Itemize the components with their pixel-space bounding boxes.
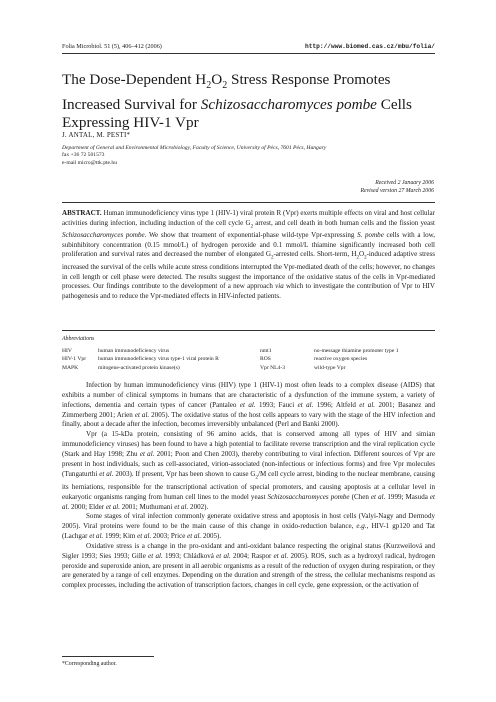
abbreviation-definition: mitogene-activated protein kinase(s) xyxy=(98,364,180,371)
abbreviation-term: Vpr NL4-3 xyxy=(260,364,286,371)
abbreviation-row xyxy=(62,355,219,363)
abbreviation-row xyxy=(62,364,219,372)
body-text xyxy=(62,381,435,591)
affiliation xyxy=(62,145,326,167)
received-dates xyxy=(360,180,434,195)
abstract-text: Human immunodeficiency virus type 1 (HIV-1) viral protein R (Vpr) exerts multiple effects on viral and host cellular activities during infection, including induction of the cell cycle $G_2$ arrest, and cell death in both human cells and the fission yeast Schizosaccharomyces pombe. We show that treament of exponential-phase wild-type Vpr-expressing S. pombe cells with a low, subinhibitory concentration (0.15 mmol/L) of hydrogen peroxide and 0.1 mmol/L thiamine significantly increased both cell proliferation and survival rates and decreased the number of elongated $G_2$-arrested cells. Short-term, $H_2O_2$-induced adaptive stress increased the survival of the cells while acute stress conditions interrupted the Vpr-mediated death of the cells; however, no changes in cell length or cell phase were detected. The results suggest the importance of the oxidative status of the cells in Vpr-mediated processes. Our findings contribute to the development of a new approach via which to investigate the contribution of Vpr to HIV pathogenesis and to reduce the Vpr-mediated effects in HIV-infected patients. xyxy=(62,209,436,300)
abbreviation-definition: human immunodeficiency virus type-1 viral protein R xyxy=(98,356,219,363)
abbreviation-term: ROS xyxy=(260,356,271,363)
journal-url: http://www.biomed.cas.cz/mbu/folia/ xyxy=(305,43,435,50)
title-line-3: Expressing HIV-1 Vpr xyxy=(62,114,199,132)
header-rule xyxy=(62,53,435,54)
abbreviation-row xyxy=(260,347,399,355)
body-paragraph-3: Some stages of viral infection commonly generate oxidative stress and apoptosis in host cells (Valyi-Nagy and Dermody 2005). Viral proteins were found to be the main cause of this change in oxido-reduction balance, e.g., HIV-1 gp120 and Tat (Lachgar et al. 1999; Kim et al. 2003; Price et al. 2005). xyxy=(62,512,435,541)
revised-date: Revised version 27 March 2006 xyxy=(360,187,434,194)
title-line-2: Increased Survival for Schizosaccharomyces pombe Cells xyxy=(62,95,412,113)
abbreviation-row xyxy=(260,355,399,363)
abbreviation-definition: reactive oxygen species xyxy=(314,356,368,363)
abbreviation-term: nmt1 xyxy=(260,348,272,354)
received-date: Received 2 January 2006 xyxy=(375,180,434,186)
abbreviations-title: Abbreviations xyxy=(62,336,95,342)
footnote-corresponding-author: *Corresponding author. xyxy=(62,661,117,667)
abstract-label: ABSTRACT. xyxy=(62,209,102,217)
body-paragraph-1: Infection by human immunodeficiency virus (HIV) type 1 (HIV-1) most often leads to a complex disease (AIDS) that exhibits a number of clinical symptoms in humans that are characteristic of a dysfunction of the immune system, a variety of infections, dementia and certain types of cancer (Pantaleo et al. 1993; Fauci et al. 1996; Altfeld et al. 2001; Basanez and Zimmerberg 2001; Arien et al. 2005). The oxidative status of the host cells appears to vary with the stage of the HIV infection and finally, about a decade after the infection, becomes irreversibly unbalanced (Perl and Banki 2000). xyxy=(62,381,436,429)
abbreviation-definition: wild-type Vpr xyxy=(314,364,346,371)
abstract-top-rule xyxy=(62,202,435,203)
affiliation-fax: fax +36 72 501573 xyxy=(62,152,105,159)
paper-title xyxy=(62,71,412,133)
abbreviation-term: HIV xyxy=(62,348,72,354)
abbreviation-term: HIV-1 Vpr xyxy=(62,356,87,363)
abbreviation-row xyxy=(260,364,399,372)
footnote-rule xyxy=(62,656,154,657)
abbreviation-definition: human immunodeficiency virus xyxy=(98,348,170,354)
title-line-1: The Dose-Dependent $H_2O_2$ Stress Response Promotes xyxy=(62,71,391,92)
affiliation-department: Department of General and Environmental Microbiology, Faculty of Science, University of Pécs, 7601 Pécs, Hungary xyxy=(62,145,327,151)
abbreviation-term: MAPK xyxy=(62,364,79,371)
abstract-bottom-rule xyxy=(62,330,435,331)
abbreviations-left xyxy=(62,347,219,372)
affiliation-email: e-mail micro@ttk.pte.hu xyxy=(62,159,118,166)
journal-citation: Folia Microbiol. 51 (5), 406–412 (2006) xyxy=(62,43,162,50)
body-paragraph-4: Oxidative stress is a change in the pro-oxidant and anti-oxidant balance respecting the original status (Kurzweilová and Sigler 1993; Sies 1993; Gille et al. 1993; Chládková et al. 2004; Raspor et al. 2005). ROS, such as a hydroxyl radical, hydrogen peroxide and superoxide anion, are present in all aerobic organisms as a result of the reduction of oxygen during respiration, or they are generated by a range of cell enzymes. Depending on the duration and strength of the stress, the cellular mechanisms respond as complex processes, including the activation of transcription factors, changes in cell cycle, gene expression, or the activation of xyxy=(62,541,436,590)
abbreviations-right xyxy=(260,347,399,372)
abbreviation-row xyxy=(62,347,219,355)
body-paragraph-2: Vpr (a 15-kDa protein, consisting of 96 amino acids, that is conserved among all types of HIV and simian immunodeficiency viruses) has been found to have a high potential to facilitate reverse transcription and the viral replication cycle (Stark and Hay 1998; Zhu et al. 2001; Poon and Chen 2003), thereby contributing to viral infection. Different sources of Vpr are present in host individuals, such as cell-associated, virion-associated (non-infectious or infectious forms) and free Vpr molecules (Tungaturthi et al. 2003). If present, Vpr has been shown to cause $G_2/M$ cell cycle arrest, binding to the nuclear membrane, causing its herniations, responsible for the transcriptional activation of special promoters, and causing apoptosis at a cellular level in eukaryotic organisms ranging from human cell lines to the model yeast Schizosaccharomyces pombe (Chen et al. 1999; Masuda et al. 2000; Elder et al. 2001; Muthumani et al. 2002). xyxy=(62,430,436,511)
abbreviation-definition: no-message thiamine promoter type 1 xyxy=(314,348,399,354)
abstract xyxy=(62,209,435,301)
authors: J. ANTAL, M. PESTI* xyxy=(62,131,131,139)
